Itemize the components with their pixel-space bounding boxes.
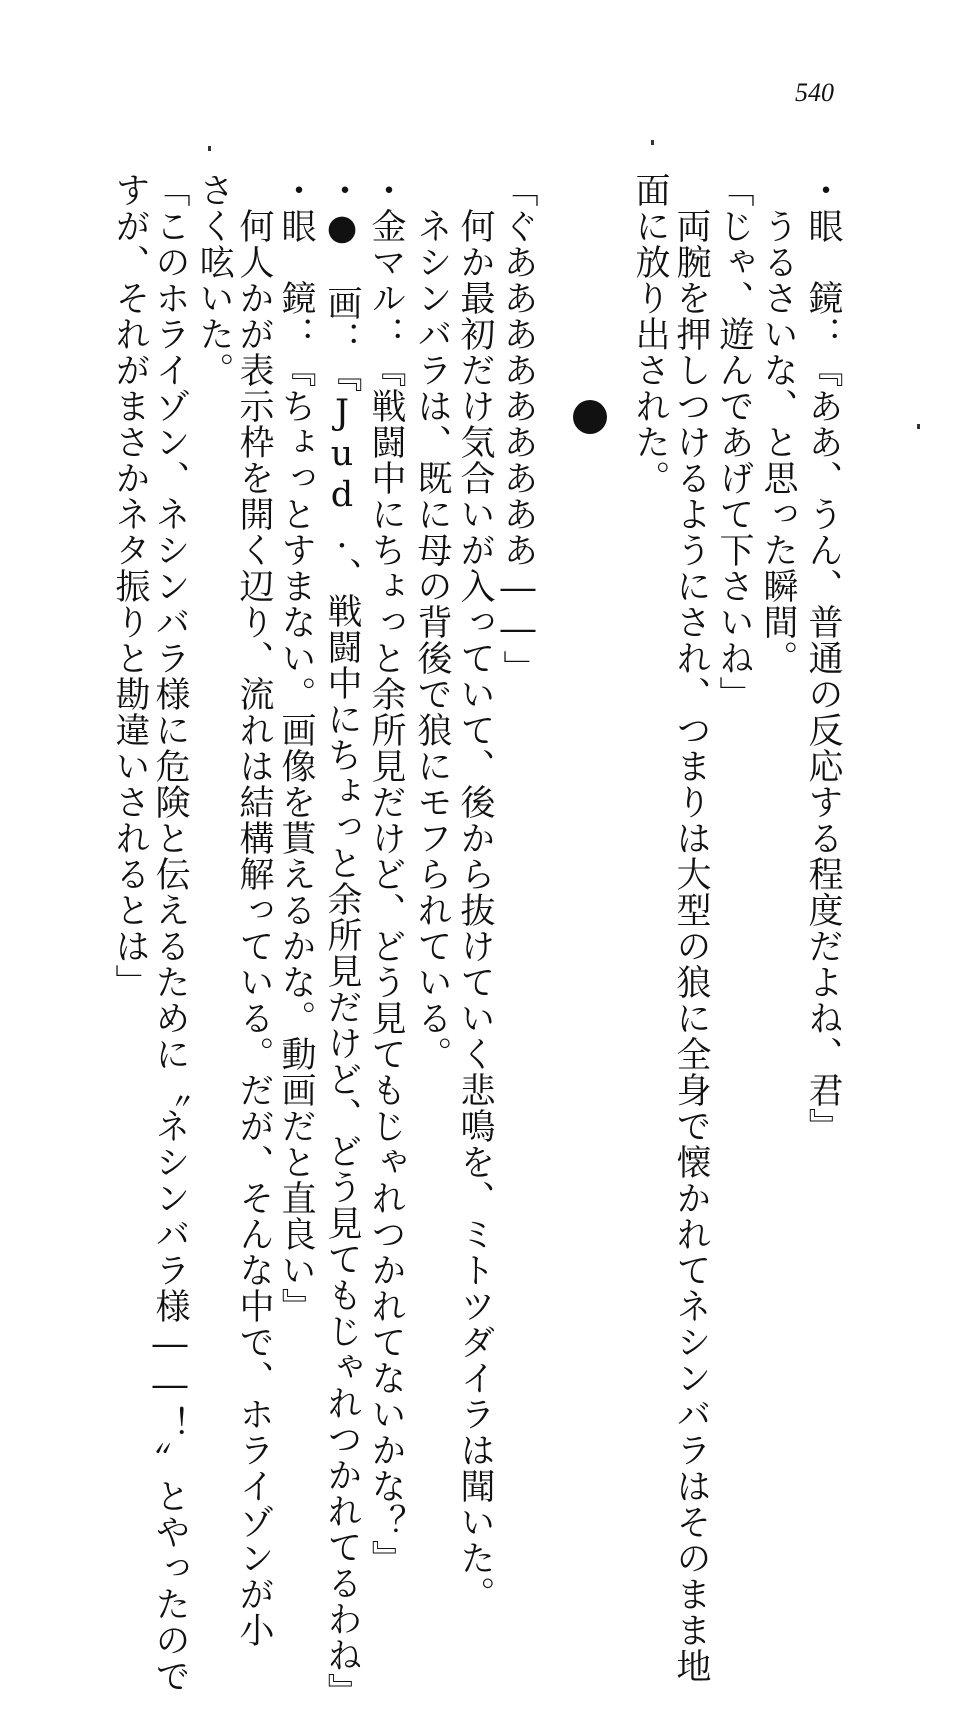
scan-speck — [208, 146, 211, 151]
text-column: 「ぐあああああああああ――」 — [498, 172, 538, 686]
page-number: 540 — [795, 78, 834, 107]
text-column: ・● 画：『Jud.、戦闘中にちょっと余所見だけど、どう見てもじゃれつかれてるわね』 — [322, 172, 362, 1709]
text-column: 面に放り出された。 — [630, 172, 670, 496]
text-column: 何か最初だけ気合いが入っていて、後から抜けていく悲鳴を、ミトツダイラは聞いた。 — [455, 172, 495, 1612]
text-column: うるさいな、と思った瞬間。 — [758, 172, 798, 676]
section-break-dot — [573, 400, 607, 434]
text-column: ・眼 鏡：『ああ、うん、普通の反応する程度だよね、君』 — [803, 172, 843, 1144]
text-column: 「このホライゾン、ネシンバラ様に危険と伝えるために〝ネシンバラ様――！〟とやったので — [150, 172, 190, 1694]
text-column: さく呟いた。 — [194, 172, 234, 388]
text-column: ネシンバラは、既に母の背後で狼にモフられている。 — [412, 172, 452, 1072]
text-column: ・眼 鏡：『ちょっとすまない。画像を貰えるかな。動画だと直良い』 — [276, 172, 316, 1324]
text-column: ・金マル：『戦闘中にちょっと余所見だけど、どう見てもじゃれつかれてないかな？』 — [366, 172, 406, 1576]
text-column: すが、それがまさかネタ振りと勘違いされるとは」 — [110, 172, 150, 1000]
text-column: 何人かが表示枠を開く辺り、流れは結構解っている。だが、そんな中で、ホライゾンが小 — [234, 172, 274, 1648]
scan-speck — [917, 424, 920, 429]
scan-speck — [651, 140, 654, 145]
text-column: 両腕を押しつけるようにされ、つまりは大型の狼に全身で懐かれてネシンバラはそのまま地 — [671, 172, 711, 1684]
text-column: 「じゃ、遊んであげて下さいね」 — [714, 172, 754, 712]
